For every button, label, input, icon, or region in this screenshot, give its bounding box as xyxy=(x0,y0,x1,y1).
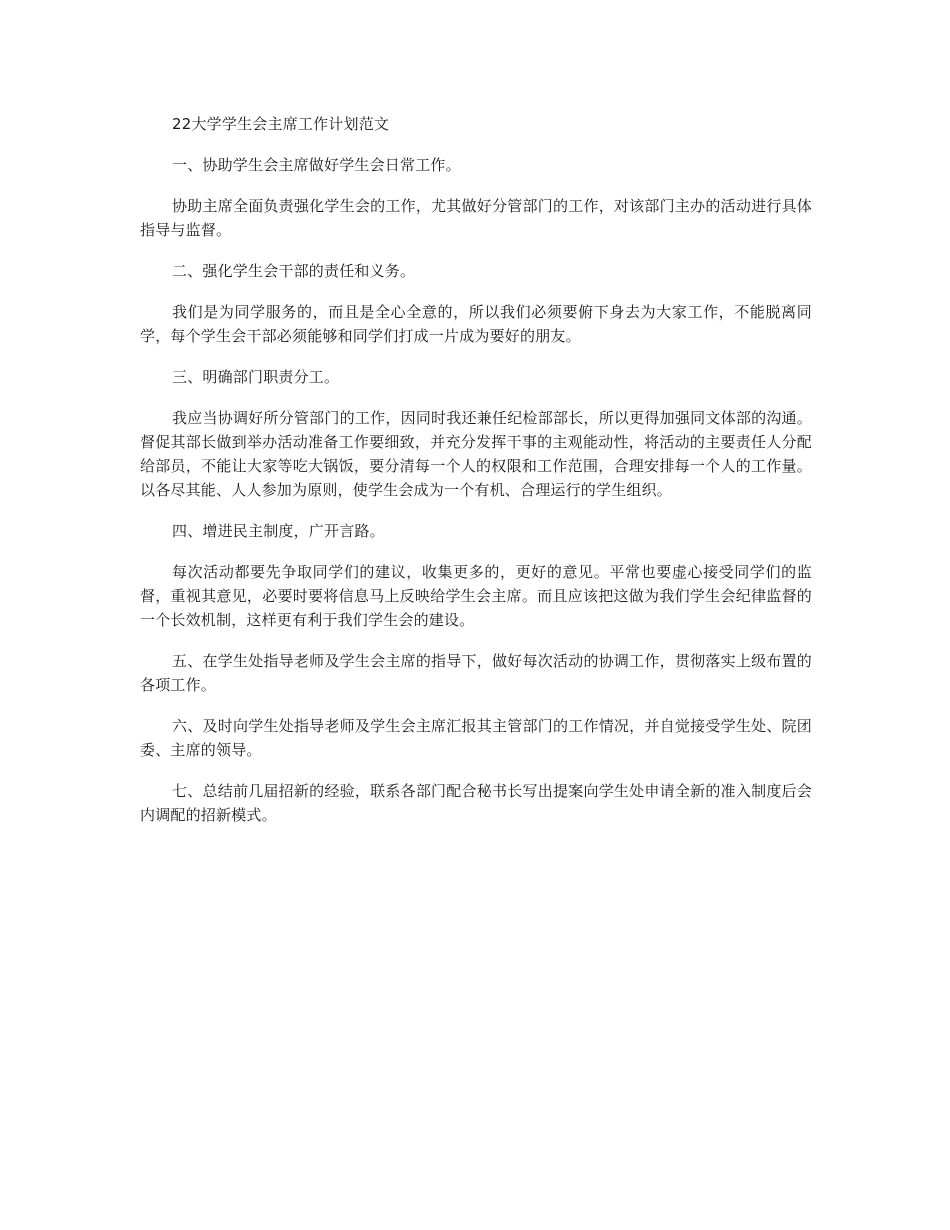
section-heading-4: 四、增进民主制度，广开言路。 xyxy=(172,522,385,540)
section-heading-2: 二、强化学生会干部的责任和义务。 xyxy=(172,262,416,280)
section-body-4: 每次活动都要先争取同学们的建议，收集更多的，更好的意见。平常也要虚心接受同学们的监督，重视其意见，必要时要将信息马上反映给学生会主席。而且应该把这做为我们学生会纪律监督的一个长效机制，这样更有利于我们学生会的建设。 xyxy=(140,563,812,629)
section-item-6: 六、及时向学生处指导老师及学生会主席汇报其主管部门的工作情况，并自觉接受学生处、院团委、主席的领导。 xyxy=(140,717,812,759)
section-heading-1: 一、协助学生会主席做好学生会日常工作。 xyxy=(172,156,461,174)
section-item-5: 五、在学生处指导老师及学生会主席的指导下，做好每次活动的协调工作，贯彻落实上级布置的各项工作。 xyxy=(140,652,812,694)
section-body-3: 我应当协调好所分管部门的工作，因同时我还兼任纪检部部长，所以更得加强同文体部的沟通。督促其部长做到举办活动准备工作要细致，并充分发挥干事的主观能动性，将活动的主要责任人分配给部员，不能让大家等吃大锅饭，要分清每一个人的权限和工作范围，合理安排每一个人的工作量。以各尽其能、人人参加为原则，使学生会成为一个有机、合理运行的学生组织。 xyxy=(140,409,812,499)
section-heading-3: 三、明确部门职责分工。 xyxy=(172,368,340,386)
section-item-7: 七、总结前几届招新的经验，联系各部门配合秘书长写出提案向学生处申请全新的准入制度后会内调配的招新模式。 xyxy=(140,782,812,824)
section-body-2: 我们是为同学服务的，而且是全心全意的，所以我们必须要俯下身去为大家工作，不能脱离同学，每个学生会干部必须能够和同学们打成一片成为要好的朋友。 xyxy=(140,303,812,345)
document-title: 22大学学生会主席工作计划范文 xyxy=(172,115,390,133)
document-body xyxy=(140,112,812,844)
section-body-1: 协助主席全面负责强化学生会的工作，尤其做好分管部门的工作，对该部门主办的活动进行具体指导与监督。 xyxy=(140,197,812,239)
